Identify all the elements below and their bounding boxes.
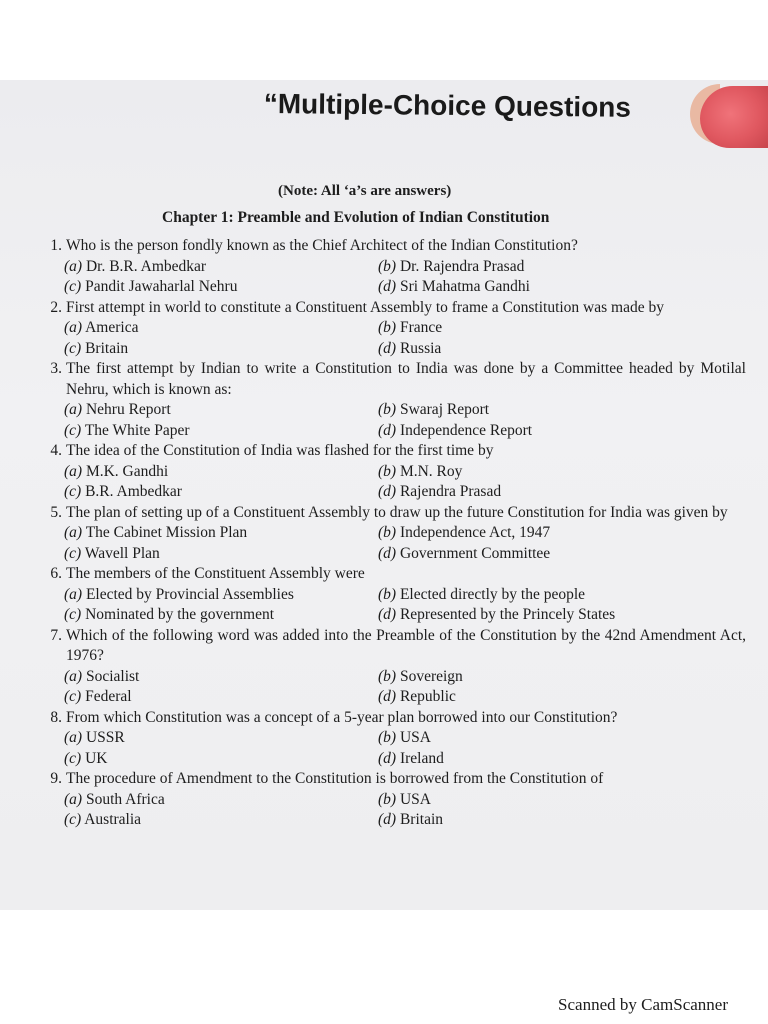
option-label: (b) xyxy=(378,401,397,418)
option-text: USSR xyxy=(85,729,125,746)
option-label: (d) xyxy=(378,811,397,828)
option-text: The White Paper xyxy=(84,421,190,439)
option-text: Swaraj Report xyxy=(399,401,490,418)
answer-note: (Note: All ‘a’s are answers) xyxy=(278,183,452,199)
option-label: (c) xyxy=(64,544,82,562)
option-text: Wavell Plan xyxy=(84,544,160,562)
option-d xyxy=(378,421,746,442)
question-text: The members of the Constituent Assembly were xyxy=(66,565,365,582)
question-item xyxy=(36,769,746,831)
question-item xyxy=(36,564,746,626)
option-a xyxy=(64,400,378,421)
option-label: (c) xyxy=(64,339,82,357)
option-text: Government Committee xyxy=(399,544,551,562)
option-d xyxy=(378,482,746,503)
option-a xyxy=(64,462,378,483)
option-text: South Africa xyxy=(85,790,165,808)
option-d xyxy=(378,687,746,708)
option-label: (a) xyxy=(64,790,83,808)
option-c xyxy=(64,421,378,442)
option-text: Rajendra Prasad xyxy=(399,483,502,500)
question-item xyxy=(36,359,746,441)
option-b xyxy=(378,523,746,544)
option-text: Republic xyxy=(399,688,456,705)
option-text: USA xyxy=(399,790,431,808)
question-list xyxy=(36,236,746,831)
question-text: The plan of setting up of a Constituent Assembly to draw up the future Constitution for India was given by xyxy=(66,503,728,521)
option-label: (a) xyxy=(64,585,83,603)
chapter-heading: Chapter 1: Preamble and Evolution of Indian Constitution xyxy=(162,209,550,226)
option-c xyxy=(64,687,378,708)
option-label: (b) xyxy=(378,729,397,746)
option-text: France xyxy=(399,319,443,336)
option-b xyxy=(378,728,746,749)
question-item xyxy=(36,441,746,503)
page-title: “Multiple-Choice Questions xyxy=(263,88,632,123)
question-item xyxy=(36,298,746,360)
option-label: (d) xyxy=(378,749,397,767)
question-text: From which Constitution was a concept of a 5-year plan borrowed into our Constitution? xyxy=(66,708,618,726)
option-b xyxy=(378,318,746,339)
option-label: (d) xyxy=(378,278,397,295)
option-c xyxy=(64,605,378,626)
option-label: (a) xyxy=(64,257,83,275)
option-label: (b) xyxy=(378,257,397,275)
option-label: (b) xyxy=(378,790,397,808)
question-item xyxy=(36,626,746,708)
option-label: (c) xyxy=(64,688,82,705)
option-label: (b) xyxy=(378,667,397,685)
option-text: America xyxy=(85,319,139,336)
option-d xyxy=(378,749,746,770)
option-label: (b) xyxy=(378,319,397,336)
option-label: (c) xyxy=(64,421,82,439)
option-text: USA xyxy=(399,729,431,746)
option-label: (c) xyxy=(64,811,82,828)
option-label: (d) xyxy=(378,421,397,439)
option-label: (c) xyxy=(64,606,82,623)
option-d xyxy=(378,277,746,298)
option-text: Elected directly by the people xyxy=(399,585,586,603)
option-c xyxy=(64,339,378,360)
option-text: Britain xyxy=(399,811,444,828)
question-number: 2. xyxy=(50,298,62,316)
option-b xyxy=(378,400,746,421)
scanner-watermark: Scanned by CamScanner xyxy=(558,995,728,1014)
option-text: Britain xyxy=(85,339,129,357)
option-b xyxy=(378,667,746,688)
option-a xyxy=(64,585,378,606)
option-text: Russia xyxy=(399,339,442,357)
option-label: (a) xyxy=(64,462,83,480)
option-label: (b) xyxy=(378,462,397,480)
option-label: (d) xyxy=(378,339,397,357)
option-a xyxy=(64,523,378,544)
question-number: 5. xyxy=(50,503,62,521)
option-label: (b) xyxy=(378,524,397,541)
option-a xyxy=(64,728,378,749)
option-text: Socialist xyxy=(85,667,140,685)
finger-nail xyxy=(700,86,768,148)
option-c xyxy=(64,482,378,503)
option-text: Ireland xyxy=(399,749,444,767)
option-label: (a) xyxy=(64,401,83,418)
question-number: 4. xyxy=(50,442,62,459)
option-text: Nominated by the government xyxy=(85,606,275,623)
option-d xyxy=(378,544,746,565)
option-label: (c) xyxy=(64,749,82,767)
option-label: (d) xyxy=(378,688,397,705)
option-text: Represented by the Princely States xyxy=(399,606,616,623)
question-text: Who is the person fondly known as the Chief Architect of the Indian Constitution? xyxy=(66,237,578,254)
option-c xyxy=(64,277,378,298)
question-text: The first attempt by Indian to write a Constitution to India was done by a Committee headed by Motilal Nehru, which is known as: xyxy=(66,360,746,398)
question-item xyxy=(36,708,746,770)
option-text: M.N. Roy xyxy=(399,462,463,480)
question-text: The procedure of Amendment to the Constitution is borrowed from the Constitution of xyxy=(66,770,604,787)
option-text: Australia xyxy=(84,811,142,828)
option-a xyxy=(64,257,378,278)
option-b xyxy=(378,585,746,606)
question-item xyxy=(36,236,746,298)
option-label: (a) xyxy=(64,667,83,685)
question-number: 1. xyxy=(50,237,62,254)
option-a xyxy=(64,318,378,339)
option-a xyxy=(64,790,378,811)
question-number: 6. xyxy=(50,565,62,582)
option-text: Dr. B.R. Ambedkar xyxy=(85,257,207,275)
question-number: 8. xyxy=(50,708,62,726)
option-text: Independence Act, 1947 xyxy=(399,524,551,541)
option-text: B.R. Ambedkar xyxy=(85,483,182,500)
question-number: 7. xyxy=(50,626,62,644)
option-label: (d) xyxy=(378,483,397,500)
option-text: UK xyxy=(85,749,108,767)
option-label: (c) xyxy=(64,483,82,500)
option-text: Elected by Provincial Assemblies xyxy=(85,585,294,603)
option-label: (d) xyxy=(378,606,397,623)
option-label: (a) xyxy=(64,729,83,746)
option-d xyxy=(378,605,746,626)
option-d xyxy=(378,810,746,831)
option-text: Independence Report xyxy=(399,421,533,439)
option-c xyxy=(64,544,378,565)
option-text: Pandit Jawaharlal Nehru xyxy=(85,278,238,295)
option-label: (d) xyxy=(378,544,397,562)
option-text: The Cabinet Mission Plan xyxy=(85,524,248,541)
option-b xyxy=(378,462,746,483)
option-label: (c) xyxy=(64,278,82,295)
option-d xyxy=(378,339,746,360)
question-text: The idea of the Constitution of India was flashed for the first time by xyxy=(66,442,494,459)
option-label: (b) xyxy=(378,585,397,603)
question-item xyxy=(36,503,746,565)
option-c xyxy=(64,749,378,770)
option-a xyxy=(64,667,378,688)
option-text: Sovereign xyxy=(399,667,463,685)
option-text: Nehru Report xyxy=(85,401,171,418)
question-number: 3. xyxy=(50,360,62,377)
option-label: (a) xyxy=(64,524,83,541)
option-b xyxy=(378,790,746,811)
option-text: Federal xyxy=(85,688,132,705)
question-number: 9. xyxy=(50,770,62,787)
option-label: (a) xyxy=(64,319,83,336)
option-c xyxy=(64,810,378,831)
option-text: Sri Mahatma Gandhi xyxy=(399,278,530,295)
question-text: Which of the following word was added into the Preamble of the Constitution by the 42nd Amendment Act, 1976? xyxy=(66,626,746,664)
option-b xyxy=(378,257,746,278)
option-text: Dr. Rajendra Prasad xyxy=(399,257,525,275)
option-text: M.K. Gandhi xyxy=(85,462,169,480)
question-text: First attempt in world to constitute a Constituent Assembly to frame a Constitution was made by xyxy=(66,298,664,316)
